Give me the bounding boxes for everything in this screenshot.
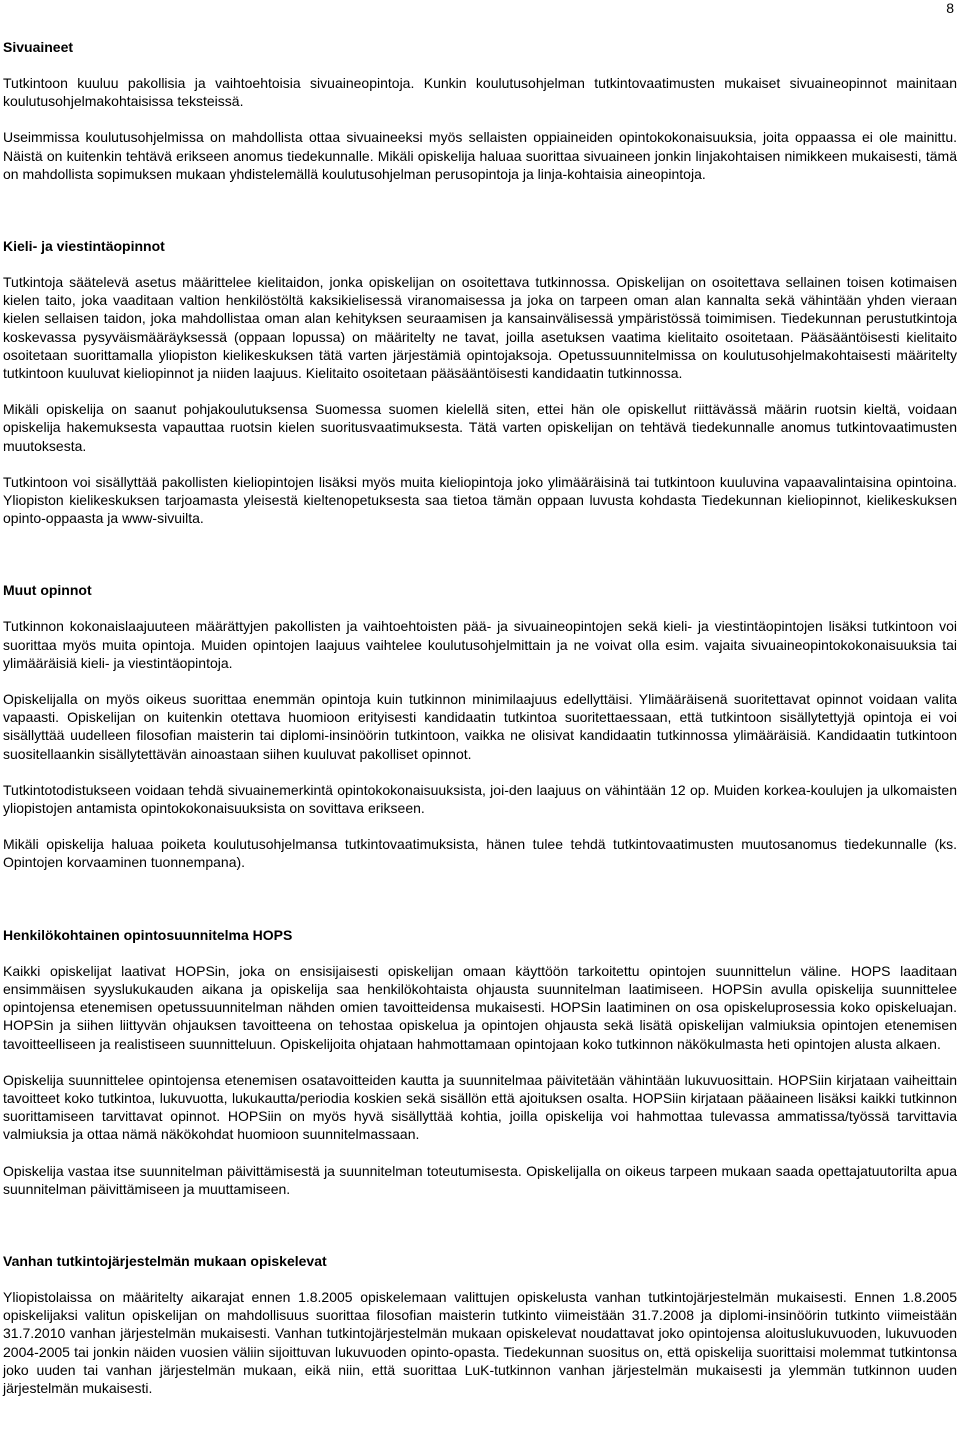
paragraph: Mikäli opiskelija on saanut pohjakoulutuksensa Suomessa suomen kielellä siten, ettei hän ole opiskellut riittävässä määrin ruotsin kieltä, voidaan opiskelija hakemuksesta vapauttaa ruotsin kielen suoritusvaatimuksesta. Tätä varten opiskelijan on tehtävä tiedekunnalle anomus tutkintovaatimusten muutoksesta. — [3, 401, 957, 454]
paragraph: Mikäli opiskelija haluaa poiketa koulutusohjelmansa tutkintovaatimuksista, hänen tulee tehdä tutkintovaatimusten muutosanomus tiedekunnalle (ks. Opintojen korvaaminen tuonnempana). — [3, 836, 957, 871]
section-kieli-ja-viestintaopinnot — [3, 237, 957, 527]
paragraph: Tutkintotodistukseen voidaan tehdä sivuainemerkintä opintokokonaisuuksista, joi-den laajuus on vähintään 12 op. Muiden korkea-koulujen ja ulkomaisten yliopistojen antamista opintokokonaisuuksista on sovittava erikseen. — [3, 781, 957, 817]
page-number: 8 — [946, 0, 954, 16]
document-body — [3, 38, 957, 1397]
section-heading: Vanhan tutkintojärjestelmän mukaan opiskelevat — [3, 1252, 327, 1269]
section-sivuaineet — [3, 38, 957, 183]
paragraph: Useimmissa koulutusohjelmissa on mahdollista ottaa sivuaineeksi myös sellaisten oppiaineiden opintokokonaisuuksia, joita oppaassa ei ole mainittu. Näistä on kuitenkin tehtävä erikseen anomus tiedekunnalle. Mikäli opiskelija haluaa suorittaa sivuaineen jonkin linjakohtaisen nimikkeen mukaisesti, tämä on mahdollista sopimuksen mukaan yhdistelemällä koulutusohjelman perusopintoja ja linja-kohtaisia aineopintoja. — [3, 129, 957, 182]
section-heading: Sivuaineet — [3, 39, 74, 55]
paragraph: Opiskelijalla on myös oikeus suorittaa enemmän opintoja kuin tutkinnon minimilaajuus edellyttäisi. Ylimääräisenä suoritettavat opinnot voidaan valita vapaasti. Opiskelijan on kuitenkin otettava huomioon erityisesti kandidaatin tutkintoa suoritettaessaan, että tutkintoon sisällytettyjä opintoja ei voi sisällyttää uudelleen filosofian maisterin tai diplomi-insinöörin tutkintoon, vaikka ne olisivat kandidaatin tutkinnossa ylimääräisiä. Kandidaatin tutkintoon suositellaankin sisällytettävän ainoastaan siihen kuuluvat pakolliset opinnot. — [3, 691, 957, 762]
paragraph: Tutkintoon voi sisällyttää pakollisten kieliopintojen lisäksi myös muita kieliopintoja joko ylimääräisinä tai tutkintoon kuuluvina vapaavalintaisina opintoina. Yliopiston kielikeskuksen tarjoamasta yleisestä kieltenopetuksesta saa tietoa tämän oppaan luvusta kohdasta Tiedekunnan kieliopinnot, kielikeskuksen opinto-oppaasta ja www-sivuilta. — [3, 473, 957, 527]
paragraph: Opiskelija vastaa itse suunnitelman päivittämisestä ja suunnitelman toteutumisesta. Opiskelijalla on oikeus tarpeen mukaan saada opettajatuutorilta apua suunnitelman päivittämiseen ja muuttamiseen. — [3, 1162, 957, 1197]
paragraph: Tutkintoja säätelevä asetus määrittelee kielitaidon, jonka opiskelijan on osoitettava tutkinnossa. Opiskelijan on osoitettava sellainen toisen kotimaisen kielen taito, joka vaaditaan valtion henkilöstöltä kaksikielisessä viranomaisessa ja joka on tarpeen oman alan kannalta sekä vähintään yhden vieraan kielen sellaisen taidon, joka mahdollistaa oman alan kehityksen seuraamisen ja kansainvälisessä ympäristössä toimimisen. Tiedekunnan perustutkintoja koskevassa pysyväismääräyksessä (oppaan lopussa) on määritelty ne tavat, joilla asetuksen vaatima kielitaito osoitetaan. Pääsääntöisesti kielitaito osoitetaan suorittamalla yliopiston kielikeskuksen tätä varten järjestämiä opintojaksoja. Opetussuunnitelmissa on koulutusohjelmakohtaisesti määritelty tutkintoon kuuluvat kieliopinnot ja niiden laajuus. Kielitaito osoitetaan pääsääntöisesti kandidaatin tutkinnossa. — [3, 274, 957, 382]
section-heading: Kieli- ja viestintäopinnot — [3, 238, 165, 255]
section-vanha-tutkintojarjestelma — [3, 1252, 957, 1397]
section-heading: Muut opinnot — [3, 582, 92, 599]
section-heading: Henkilökohtainen opintosuunnitelma HOPS — [3, 926, 293, 943]
paragraph: Tutkintoon kuuluu pakollisia ja vaihtoehtoisia sivuaineopintoja. Kunkin koulutusohjelman tutkintovaatimusten mukaiset sivuaineopinnot mainitaan koulutusohjelmakohtaisissa teksteissä. — [3, 75, 957, 110]
paragraph: Kaikki opiskelijat laativat HOPSin, joka on ensisijaisesti opiskelijan omaan käyttöön tarkoitettu opintojen suunnittelun väline. HOPS laaditaan ensimmäisen syyslukukauden aikana ja opiskelija saa henkilökohtaista ohjausta suunnitelman laatimiseen. HOPSin avulla opiskelija suunnittelee opintojensa etenemisen opetussuunnitelman nähden omien tavoitteidensa mukaisesti. HOPSin laatiminen on osa opiskeluprosessia koko opiskeluajan. HOPSin ja siihen liittyvän ohjauksen tavoitteena on tehostaa opiskelua ja opintojen ohjausta sekä lisätä opiskelijan valmiuksia opintojen etenemisen tavoitteelliseen ja realistiseen suunnitteluun. Opiskelijoita ohjataan hahmottamaan opintojaan koko tutkinnon näkökulmasta heti opintojen alusta alkaen. — [3, 962, 957, 1052]
paragraph: Tutkinnon kokonaislaajuuteen määrättyjen pakollisten ja vaihtoehtoisten pää- ja sivuaineopintojen sekä kieli- ja viestintäopintojen lisäksi tutkintoon voi suorittaa myös muita opintoja. Muiden opintojen laajuus vaihtelee koulutusohjelmittain ja ne voivat olla esim. vajaita sivuaineopintokokonaisuuksia tai ylimääräisiä kieli- ja viestintäopintoja. — [3, 618, 957, 671]
section-muut-opinnot — [3, 581, 957, 871]
section-hops — [3, 926, 957, 1198]
paragraph: Opiskelija suunnittelee opintojensa etenemisen osatavoitteiden kautta ja suunnitelmaa päivitetään vähintään lukuvuosittain. HOPSiin kirjataan vaiheittain tavoitteet koko tutkintoa, lukuvuotta, lukukautta/periodia koskien sekä sisällön että ajoituksen osalta. HOPSiin kirjataan pääaineen lisäksi kaikki tutkinnon suorittamiseen tarvittavat opinnot. HOPSiin on myös hyvä sisällyttää kohtia, joilla opiskelija voi hahmottaa tulevassa ammatissa/työssä tarvittavia valmiuksia ja ottaa nämä näkökohdat huomioon suunnitelmassaan. — [3, 1071, 957, 1143]
paragraph: Yliopistolaissa on määritelty aikarajat ennen 1.8.2005 opiskelemaan valittujen opiskelusta vanhan tutkintojärjestelmän mukaisesti. Ennen 1.8.2005 opiskelijaksi valitun opiskelijan on mahdollisuus suorittaa filosofian maisterin tutkinto viimeistään 31.7.2008 ja diplomi-insinöörin tutkinto viimeistään 31.7.2010 vanhan järjestelmän mukaisesti. Vanhan tutkintojärjestelmän mukaan opiskelevat noudattavat joko opintojensa aloituslukuvuoden, lukuvuoden 2004-2005 tai jonkin näiden vuosien väliin sijoittuvan lukuvuoden opinto-opasta. Tiedekunnan suositus on, että opiskelija suorittaisi molemmat tutkintonsa joko uuden tai vanhan järjestelmän mukaan, eikä niin, että suorittaa LuK-tutkinnon vanhan järjestelmän mukaisesti ja ylemmän tutkinnon uuden järjestelmän mukaisesti. — [3, 1288, 957, 1396]
